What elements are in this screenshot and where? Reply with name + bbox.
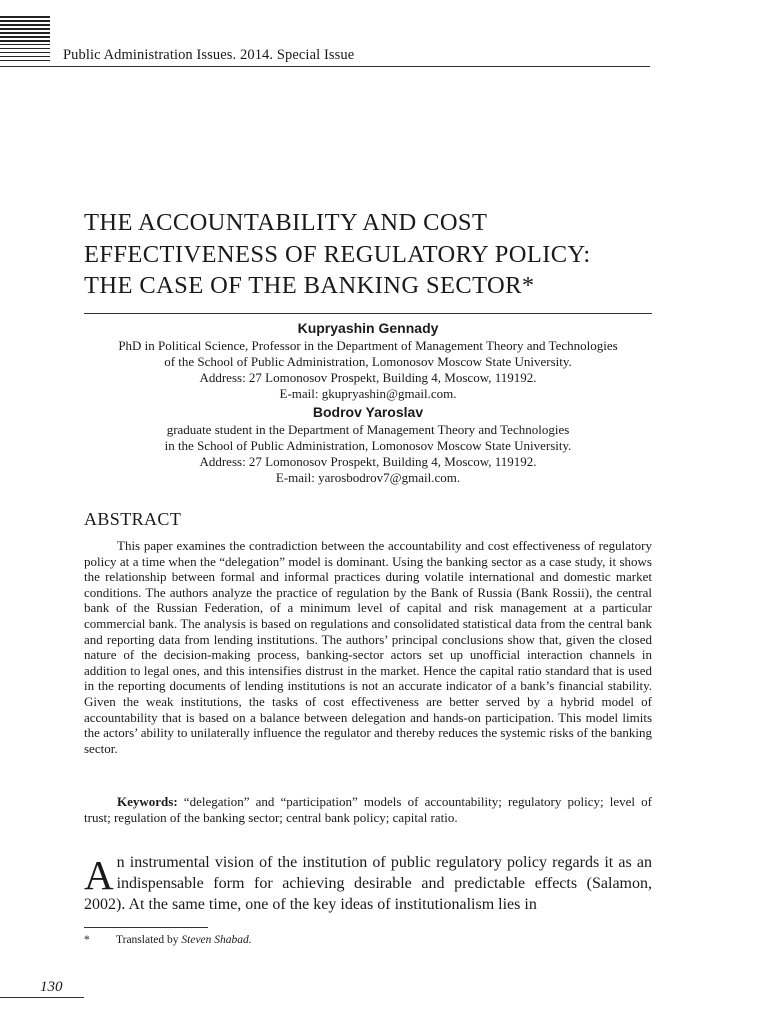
page-number-rule — [0, 997, 84, 998]
journal-header: Public Administration Issues. 2014. Special Issue — [63, 47, 355, 63]
body-paragraph — [84, 852, 652, 915]
keywords-text: “delegation” and “participation” models of accountability; regulatory policy; level of trust; regulation of the banking sector; central bank policy; capital ratio. — [84, 794, 652, 825]
footnote-translator: Steven Shabad. — [181, 934, 252, 946]
author-1-line-2: of the School of Public Administration, Lomonosov Moscow State University. — [164, 354, 572, 369]
abstract-heading: ABSTRACT — [84, 509, 182, 529]
author-1-email: E-mail: gkupryashin@gmail.com. — [279, 386, 457, 401]
title-line-1: THE ACCOUNTABILITY AND COST — [84, 209, 488, 236]
footnote-marker: * — [84, 934, 90, 946]
footnote — [84, 934, 252, 946]
footnote-prefix: Translated by — [116, 934, 182, 946]
author-1-line-3: Address: 27 Lomonosov Prospekt, Building 4, Moscow, 119192. — [199, 370, 537, 385]
abstract-text: This paper examines the contradiction between the accountability and cost effectiveness of regulatory policy at a time when the “delegation” model is dominant. Using the banking sector as a case study, it shows the relationship between formal and informal practices during volatile international and domestic market conditions. The authors analyze the practice of regulation by the Bank of Russia (Bank Rossii), the central bank of the Russian Federation, of a minimum level of capital and risk management at a particular commercial bank. The analysis is based on regulations and consolidated statistical data from the central bank and reporting data from lending institutions. The authors’ principal conclusions show that, given the closed nature of the decision-making process, banking-sector actors set up unofficial interaction channels in addition to legal ones, and this intensifies distrust in the market. Hence the capital ratio standard that is used in the reporting documents of lending institutions is not an accurate indicator of a bank’s financial stability. Given the weak institutions, the tasks of cost effectiveness are better served by a hybrid model of accountability that is based on a balance between delegation and hands-on participation. This model limits the actors’ ability to unilaterally influence the regulator and thereby reduces the systemic risks of the banking sector. — [84, 538, 652, 756]
keywords-paragraph — [84, 794, 652, 825]
title-line-3: THE CASE OF THE BANKING SECTOR* — [84, 272, 535, 299]
header-divider — [0, 66, 650, 67]
drop-cap: A — [84, 852, 114, 898]
article-title — [84, 207, 684, 302]
author-name-2: Bodrov Yaroslav — [312, 404, 424, 420]
author-block — [84, 319, 652, 486]
striped-lines-logo-icon — [0, 16, 50, 64]
author-2-line-3: Address: 27 Lomonosov Prospekt, Building 4, Moscow, 119192. — [199, 454, 537, 469]
author-2-line-2: in the School of Public Administration, Lomonosov Moscow State University. — [164, 438, 572, 453]
author-2-email: E-mail: yarosbodrov7@gmail.com. — [275, 470, 461, 485]
title-line-2: EFFECTIVENESS OF REGULATORY POLICY: — [84, 240, 591, 268]
title-divider — [84, 313, 652, 314]
footnote-divider — [84, 927, 208, 928]
page-number: 130 — [40, 979, 63, 995]
author-name-1: Kupryashin Gennady — [297, 320, 439, 336]
author-1-line-1: PhD in Political Science, Professor in the Department of Management Theory and Technologies — [118, 338, 618, 353]
body-text: n instrumental vision of the institution of public regulatory policy regards it as an indispensable form for achieving desirable and predictable effects (Salamon, 2002). At the same time, one of the key ideas of institutionalism lies in — [84, 854, 652, 913]
author-2-line-1: graduate student in the Department of Management Theory and Technologies — [166, 422, 570, 437]
keywords-label: Keywords: — [117, 794, 178, 809]
